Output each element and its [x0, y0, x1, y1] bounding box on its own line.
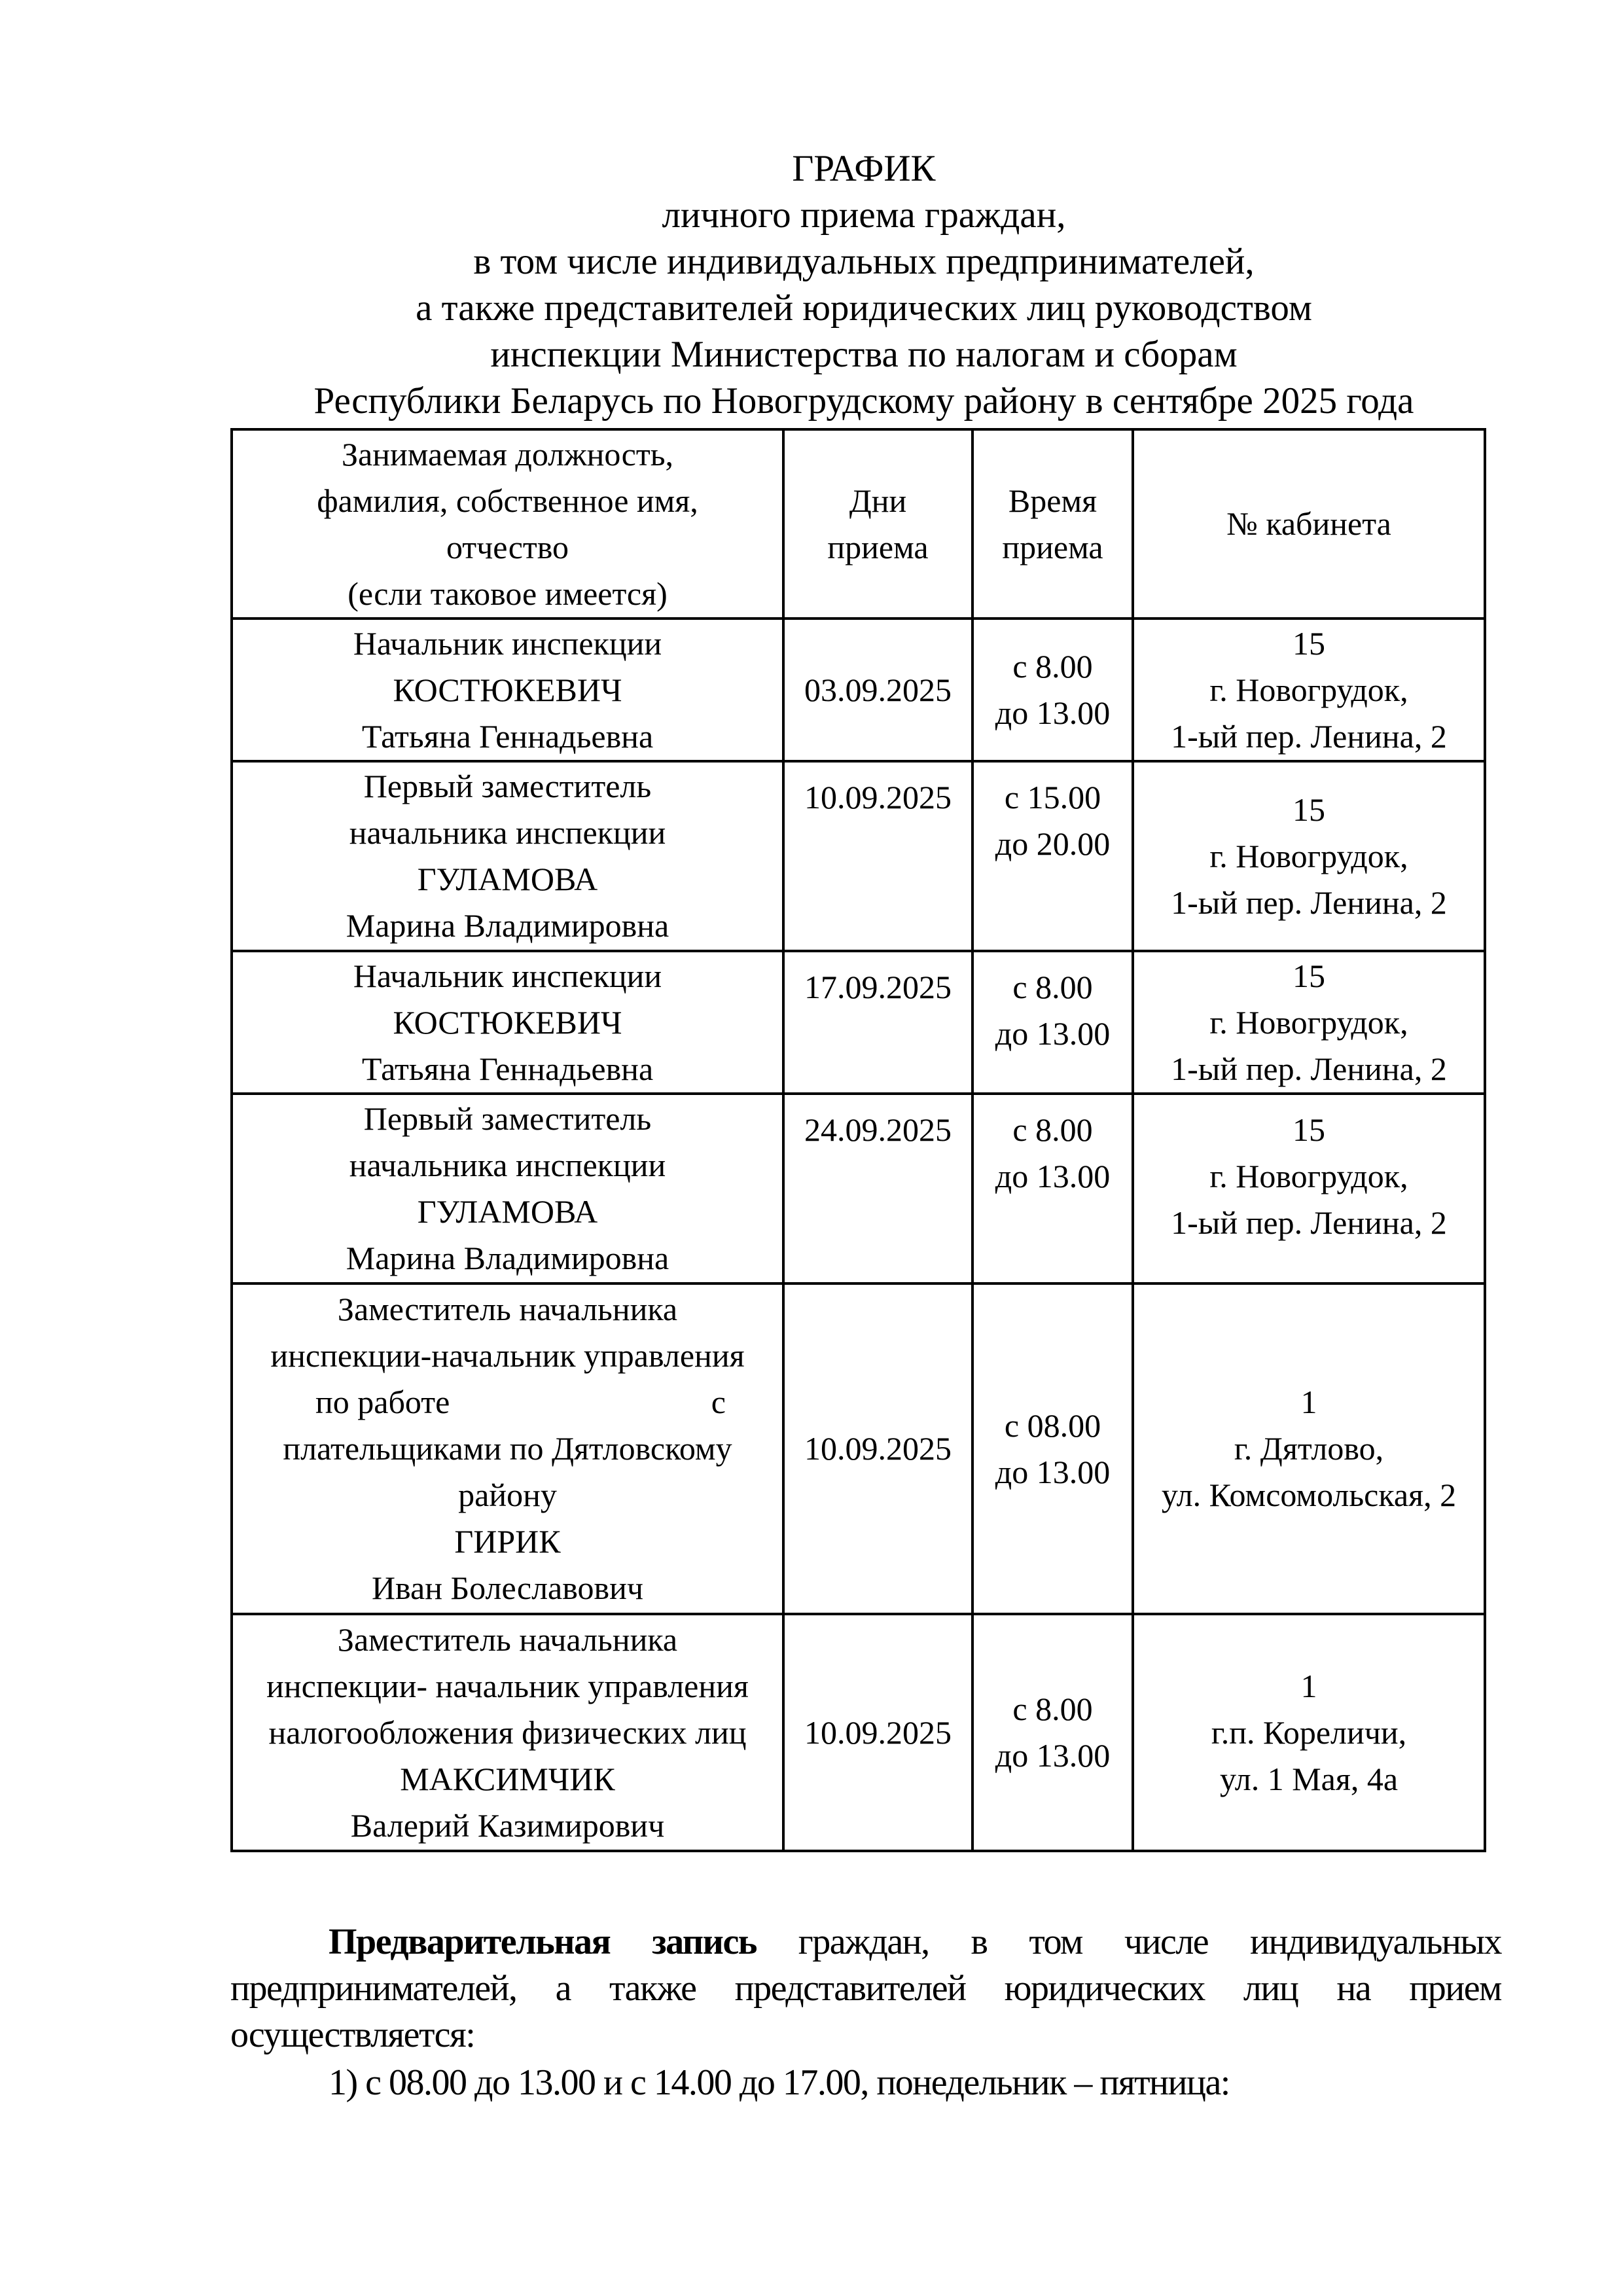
position-line: ГИРИК — [454, 1523, 561, 1560]
table-row — [232, 1614, 1485, 1851]
document-title — [0, 145, 1623, 424]
preregistration-item — [230, 2060, 1501, 2106]
room-cell — [1133, 1094, 1485, 1283]
room-line: 15 — [1293, 624, 1325, 662]
room-line: 1-ый пер. Ленина, 2 — [1171, 1204, 1447, 1241]
position-line: Заместитель начальника — [337, 1621, 678, 1658]
time-line: до 20.00 — [995, 825, 1111, 862]
room-line: ул. 1 Мая, 4а — [1219, 1760, 1399, 1797]
room-line: ул. Комсомольская, 2 — [1161, 1477, 1457, 1513]
position-cell — [232, 619, 783, 761]
room-line: г. Новогрудок, — [1209, 837, 1408, 874]
header-line: № кабинета — [1226, 505, 1391, 542]
table-row — [232, 619, 1485, 761]
room-cell — [1133, 761, 1485, 951]
room-line: 15 — [1293, 1111, 1325, 1148]
position-line: Иван Болеславович — [371, 1570, 644, 1606]
table-row — [232, 1094, 1485, 1283]
position-line: МАКСИМЧИК — [400, 1760, 615, 1797]
table-row — [232, 951, 1485, 1094]
position-line: КОСТЮКЕВИЧ — [393, 1003, 622, 1041]
position-line: плательщиками по Дятловскому — [283, 1430, 732, 1467]
header-line: отчество — [446, 528, 569, 565]
position-line: Первый заместитель — [363, 1100, 652, 1137]
room-line: 15 — [1293, 957, 1325, 994]
date-cell: 10.09.2025 — [783, 1283, 972, 1614]
time-cell — [972, 1614, 1133, 1851]
preregistration-item-text: 1) с 08.00 до 13.00 и с 14.00 до 17.00, понедельник – пятница: — [329, 2062, 1230, 2103]
preregistration-text: граждан, в том числе индивидуальных предпринимателей, а также представителей юридических лиц на прием осуществляется: — [230, 1922, 1502, 2055]
room-line: г. Новогрудок, — [1209, 1003, 1408, 1041]
room-line: г. Новогрудок, — [1209, 671, 1408, 708]
header-room — [1133, 429, 1485, 619]
time-line: до 13.00 — [995, 1015, 1111, 1052]
header-line: (если таковое имеется) — [348, 575, 668, 612]
date-cell: 17.09.2025 — [783, 951, 972, 1094]
date-cell: 10.09.2025 — [783, 761, 972, 951]
reception-schedule-table — [230, 428, 1486, 1852]
time-line: до 13.00 — [995, 694, 1111, 731]
time-line: до 13.00 — [995, 1737, 1111, 1774]
room-line: г. Новогрудок, — [1209, 1158, 1408, 1194]
time-line: с 8.00 — [1012, 1691, 1093, 1727]
title-line: инспекции Министерства по налогам и сборам — [490, 334, 1238, 375]
position-cell — [232, 761, 783, 951]
room-cell — [1133, 1614, 1485, 1851]
room-cell — [1133, 619, 1485, 761]
header-line: фамилия, собственное имя, — [317, 482, 698, 519]
preregistration-paragraph — [230, 1919, 1501, 2058]
position-line: налогообложения физических лиц — [268, 1713, 747, 1751]
title-line: Республики Беларусь по Новогрудскому району в сентябре 2025 года — [313, 380, 1414, 422]
room-line: 15 — [1293, 791, 1325, 828]
position-cell — [232, 1094, 783, 1283]
header-line: приема — [827, 528, 929, 565]
position-cell — [232, 951, 783, 1094]
time-line: с 15.00 — [1004, 779, 1101, 816]
time-line: с 8.00 — [1012, 969, 1093, 1005]
title-line: в том числе индивидуальных предпринимателей, — [473, 241, 1255, 282]
position-line: Марина Владимировна — [346, 1240, 669, 1276]
position-cell — [232, 1614, 783, 1851]
title-line: а также представителей юридических лиц руководством — [416, 287, 1312, 329]
position-line: начальника инспекции — [349, 1147, 666, 1183]
room-line: 1-ый пер. Ленина, 2 — [1171, 884, 1447, 921]
position-line: инспекции- начальник управления — [266, 1667, 749, 1704]
position-line: Начальник инспекции — [353, 957, 662, 994]
preregistration-bold: Предварительная запись — [329, 1922, 757, 1962]
time-cell — [972, 1283, 1133, 1614]
header-position — [232, 429, 783, 619]
time-line: до 13.00 — [995, 1158, 1111, 1194]
position-line: Марина Владимировна — [346, 907, 669, 944]
room-line: 1-ый пер. Ленина, 2 — [1171, 717, 1447, 755]
time-line: с 08.00 — [1004, 1407, 1101, 1444]
table-row — [232, 761, 1485, 951]
position-line: начальника инспекции — [349, 814, 666, 851]
position-line: Валерий Казимирович — [350, 1806, 665, 1844]
position-line: Первый заместитель — [363, 768, 652, 804]
position-word: с — [711, 1384, 726, 1420]
room-line: 1 — [1300, 1667, 1317, 1704]
position-line: ГУЛАМОВА — [417, 861, 598, 897]
position-line — [237, 1379, 778, 1426]
room-line: г.п. Кореличи, — [1211, 1713, 1407, 1751]
header-time — [972, 429, 1133, 619]
header-days — [783, 429, 972, 619]
time-line: с 8.00 — [1012, 1111, 1093, 1148]
date-cell: 24.09.2025 — [783, 1094, 972, 1283]
position-cell — [232, 1283, 783, 1614]
position-line: Заместитель начальника — [337, 1291, 678, 1327]
room-line: 1-ый пер. Ленина, 2 — [1171, 1050, 1447, 1087]
time-cell — [972, 761, 1133, 951]
room-line: 1 — [1300, 1384, 1317, 1420]
title-line: личного приема граждан, — [662, 194, 1066, 236]
position-word: по работе — [315, 1384, 450, 1420]
room-cell — [1133, 1283, 1485, 1614]
time-line: с 8.00 — [1012, 648, 1093, 685]
time-cell — [972, 951, 1133, 1094]
position-line: Татьяна Геннадьевна — [361, 717, 654, 755]
title-line: ГРАФИК — [792, 148, 936, 189]
header-line: Время — [1008, 482, 1097, 519]
position-line: инспекции-начальник управления — [270, 1337, 745, 1374]
date-cell: 03.09.2025 — [783, 619, 972, 761]
date-cell: 10.09.2025 — [783, 1614, 972, 1851]
position-line: ГУЛАМОВА — [417, 1193, 598, 1230]
position-line: району — [458, 1477, 557, 1513]
table-header-row — [232, 429, 1485, 619]
position-line: Начальник инспекции — [353, 624, 662, 662]
header-line: Дни — [849, 482, 907, 519]
room-cell — [1133, 951, 1485, 1094]
header-line: приема — [1002, 528, 1103, 565]
position-line: Татьяна Геннадьевна — [361, 1050, 654, 1087]
header-line: Занимаемая должность, — [341, 435, 674, 473]
time-line: до 13.00 — [995, 1453, 1111, 1490]
table-row — [232, 1283, 1485, 1614]
time-cell — [972, 1094, 1133, 1283]
room-line: г. Дятлово, — [1234, 1430, 1384, 1467]
time-cell — [972, 619, 1133, 761]
position-line: КОСТЮКЕВИЧ — [393, 671, 622, 708]
